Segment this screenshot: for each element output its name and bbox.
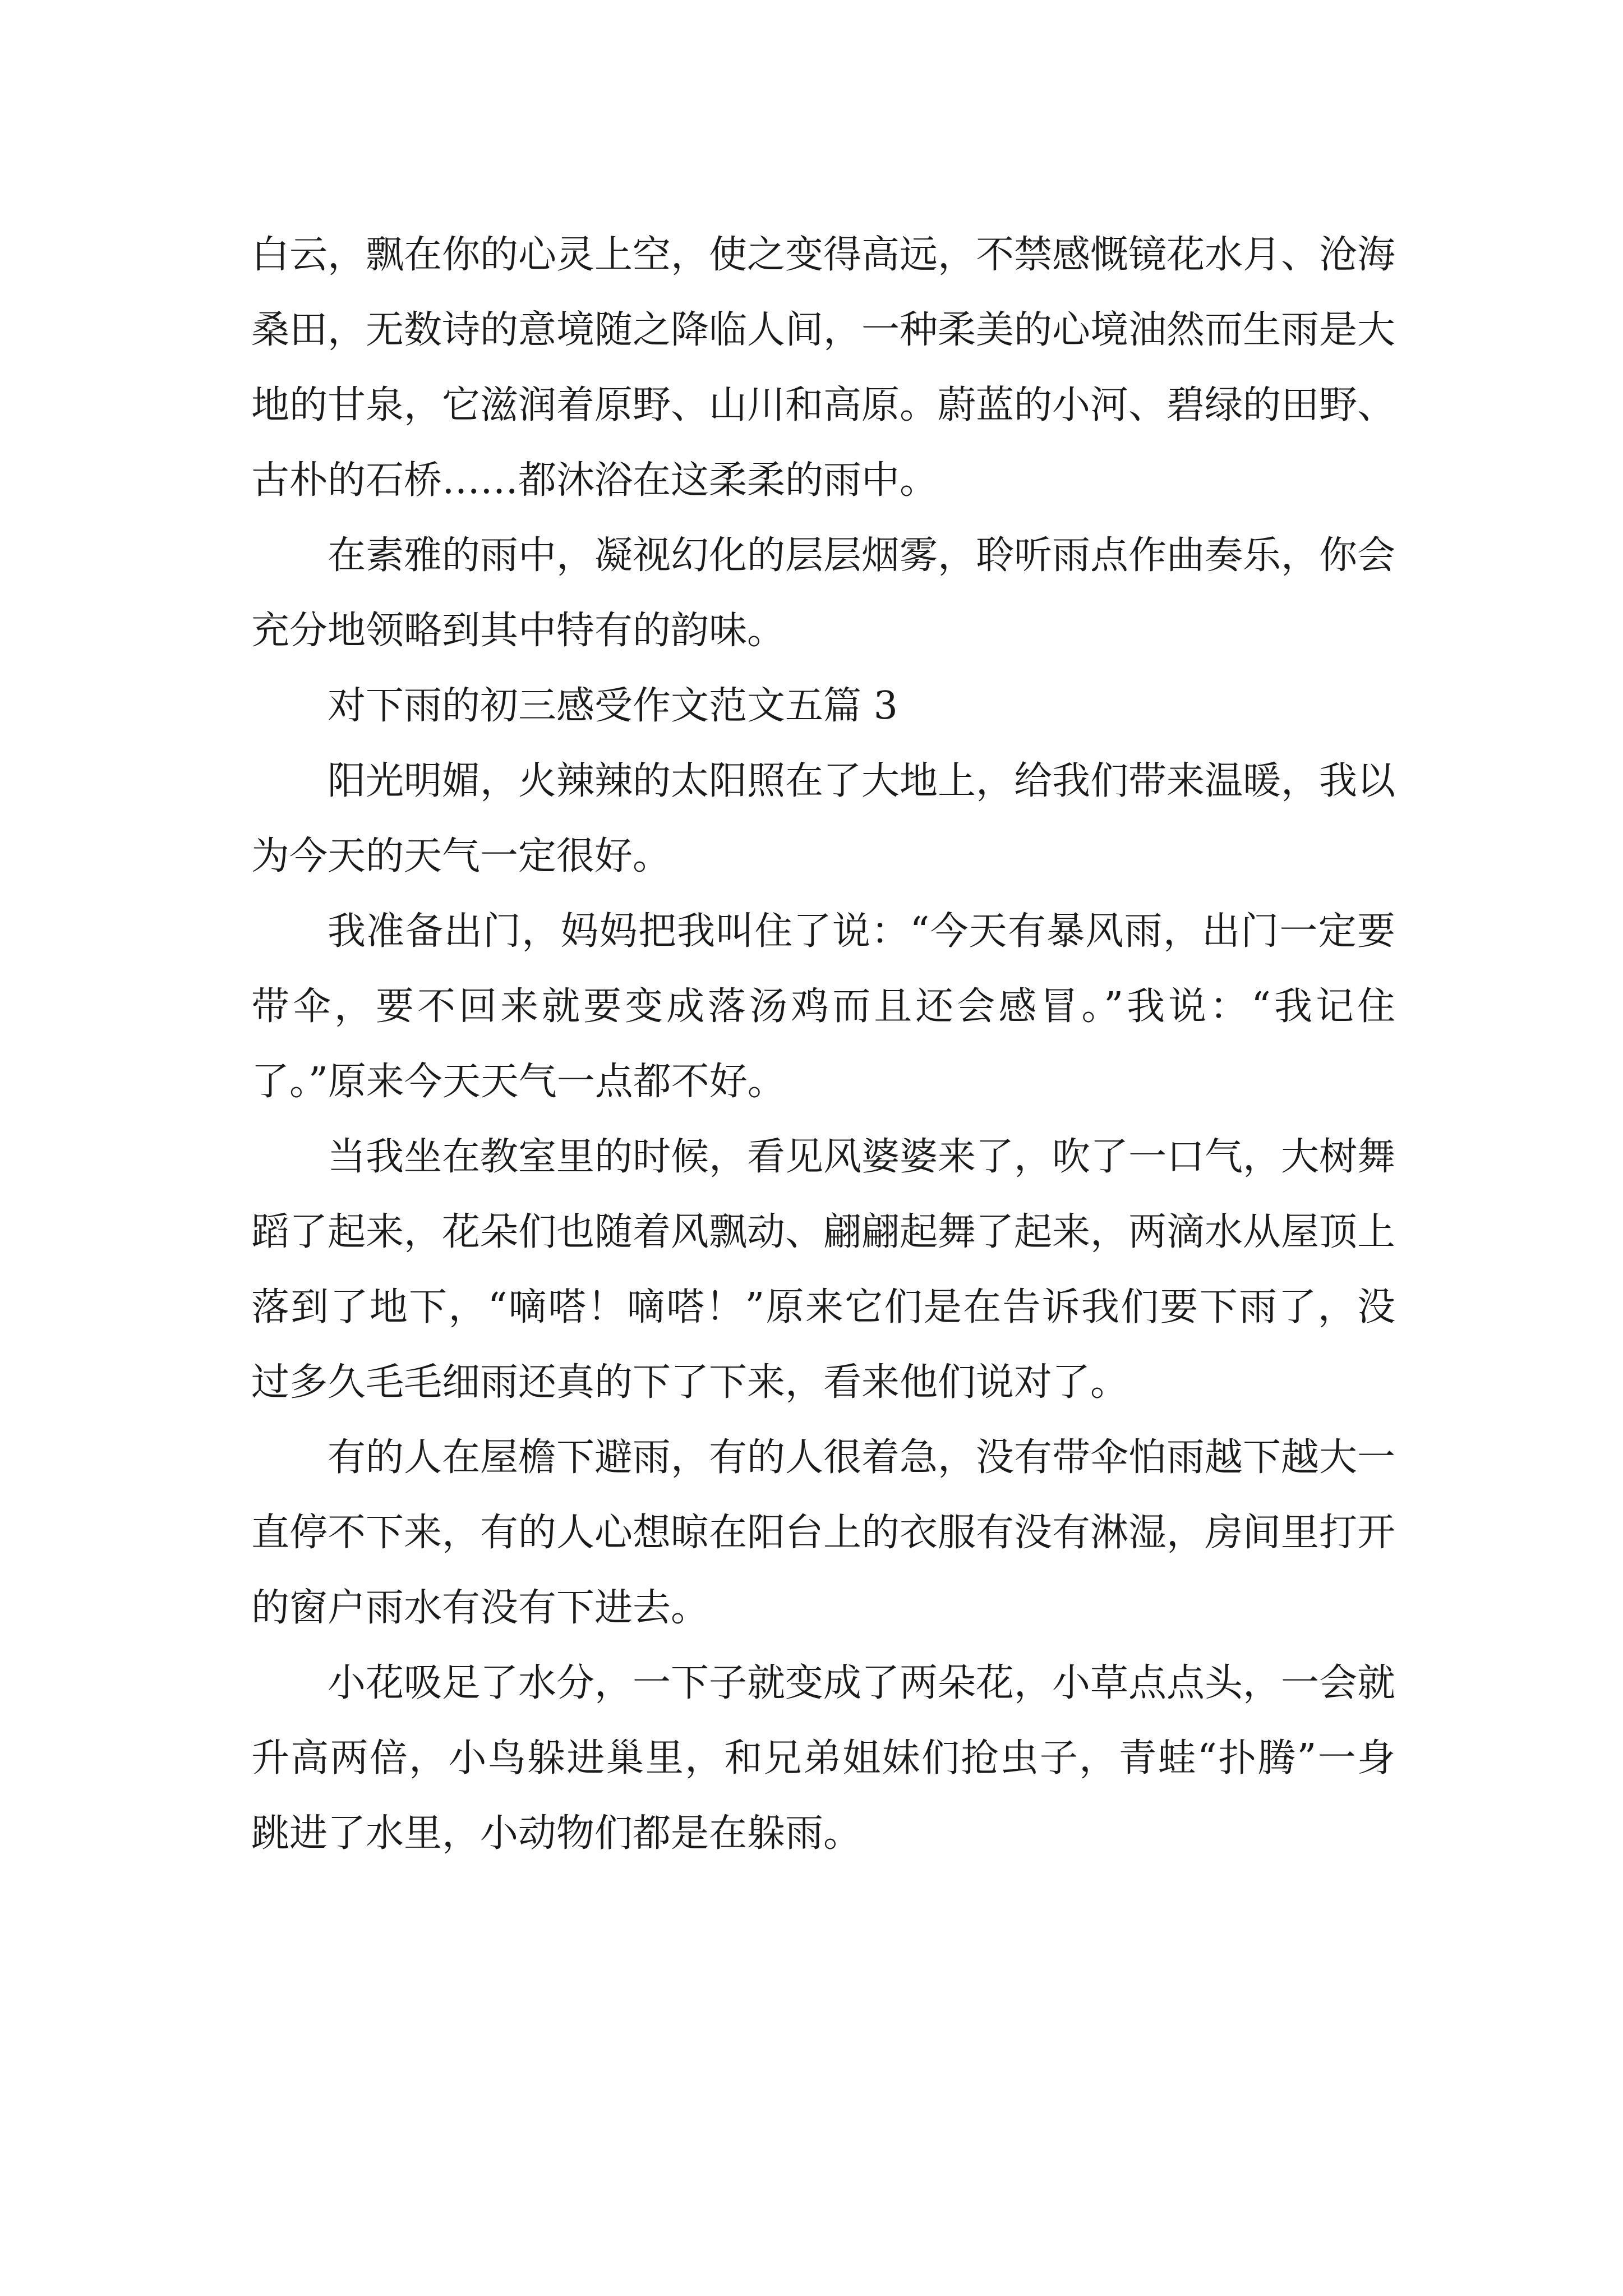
paragraph-rain-mood: 在素雅的雨中，凝视幻化的层层烟雾，聆听雨点作曲奏乐，你会充分地领略到其中特有的韵味。 xyxy=(251,533,1396,653)
paragraph-sunny-morning: 阳光明媚，火辣辣的太阳照在了大地上，给我们带来温暖，我以为今天的天气一定很好。 xyxy=(251,759,1396,878)
paragraph-mother-warning: 我准备出门，妈妈把我叫住了说：“今天有暴风雨，出门一定要带伞，要不回来就要变成落汤鸡而且还会感冒。”我说：“我记住了。”原来今天天气一点都不好。 xyxy=(251,909,1395,1104)
paragraph-classroom: 当我坐在教室里的时候，看见风婆婆来了，吹了一口气，大树舞蹈了起来，花朵们也随着风飘动、翩翩起舞了起来，两滴水从屋顶上落到了地下，“嘀嗒！嘀嗒！”原来它们是在告诉我们要下雨了，没过多久毛毛细雨还真的下了下来，看来他们说对了。 xyxy=(251,1135,1396,1405)
paragraph-people-shelter: 有的人在屋檐下避雨，有的人很着急，没有带伞怕雨越下越大一直停不下来，有的人心想晾在阳台上的衣服有没有淋湿，房间里打开的窗户雨水有没有下进去。 xyxy=(251,1435,1396,1630)
section-heading: 对下雨的初三感受作文范文五篇 3 xyxy=(328,684,898,728)
paragraph-continuation: 白云，飘在你的心灵上空，使之变得高远，不禁感慨镜花水月、沧海桑田，无数诗的意境随之降临人间，一种柔美的心境油然而生雨是大地的甘泉，它滋润着原野、山川和高原。蔚蓝的小河、碧绿的田野、古朴的石桥……都沐浴在这柔柔的雨中。 xyxy=(251,233,1396,503)
paragraph-nature-rain: 小花吸足了水分，一下子就变成了两朵花，小草点点头，一会就升高两倍，小鸟躲进巢里，和兄弟姐妹们抢虫子，青蛙“扑腾”一身跳进了水里，小动物们都是在躲雨。 xyxy=(251,1661,1396,1856)
essay-body xyxy=(251,218,1395,1871)
